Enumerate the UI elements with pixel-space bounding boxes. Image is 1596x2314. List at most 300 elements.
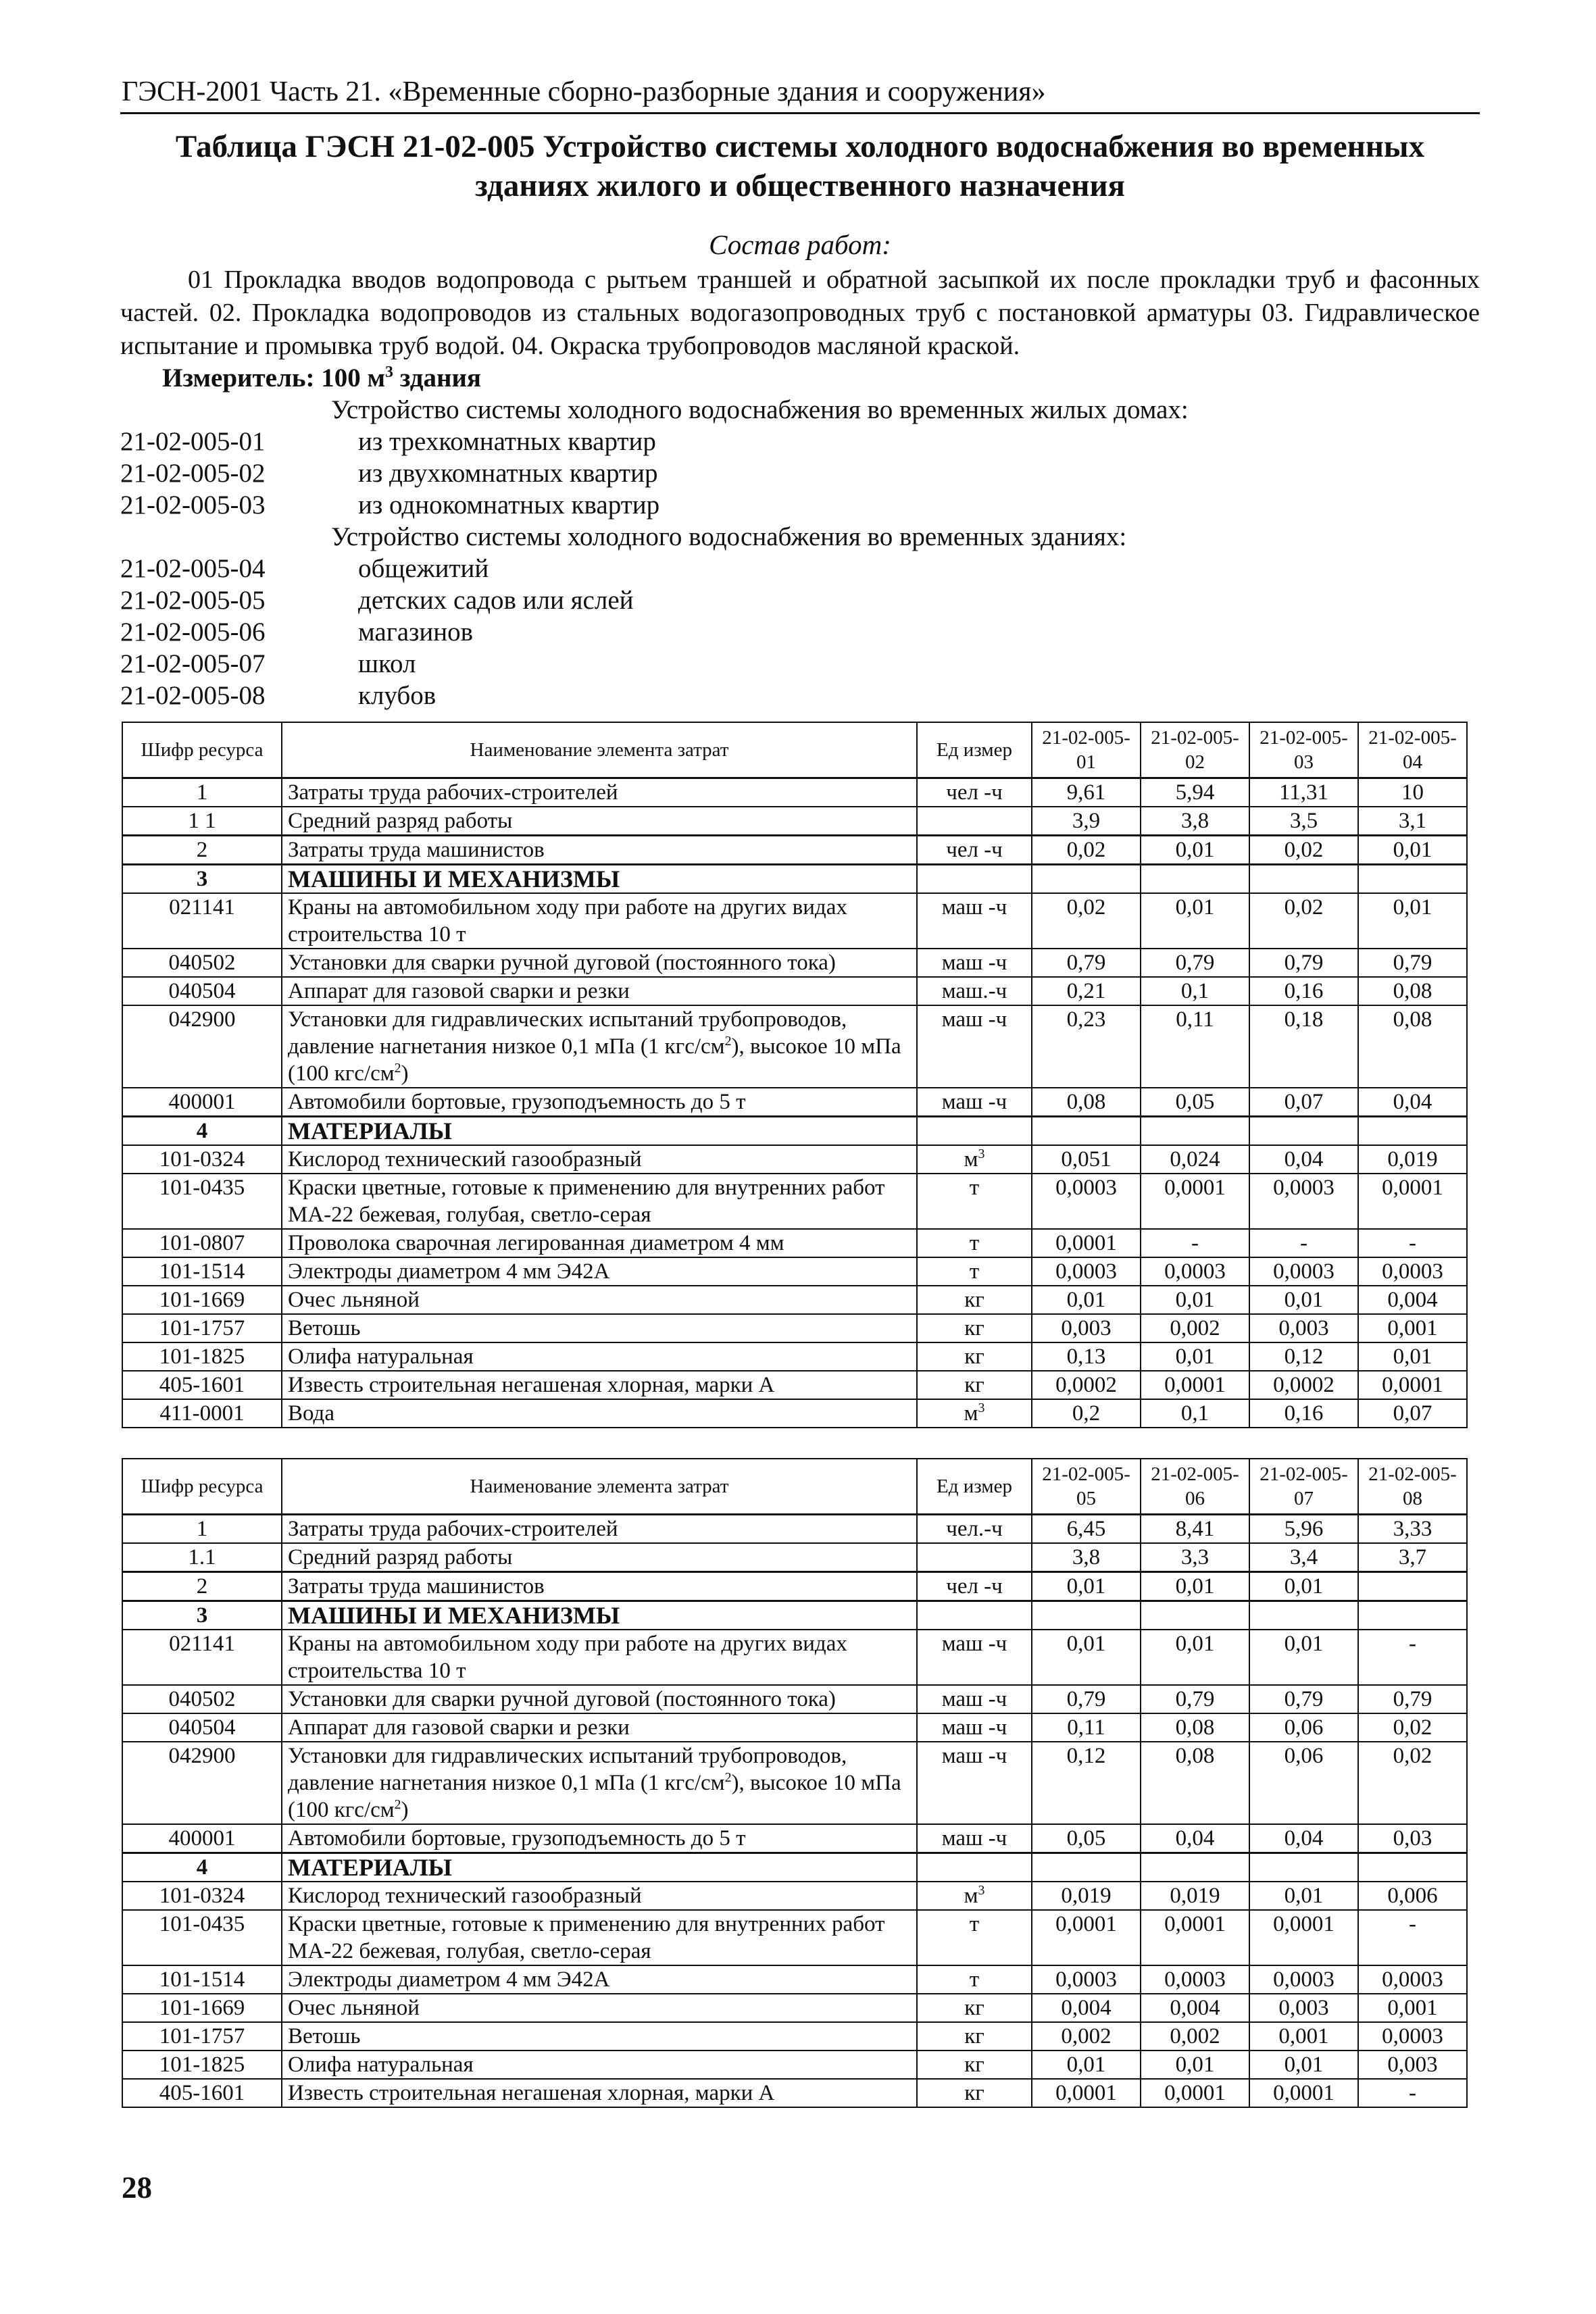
cell-value: 0,79 — [1141, 1685, 1249, 1713]
section-row — [122, 864, 1467, 893]
code-name: клубов — [358, 681, 437, 710]
superscript: 3 — [978, 1882, 985, 1898]
cell-value — [1358, 1571, 1467, 1601]
code-row — [120, 585, 634, 615]
section-code: 3 — [122, 864, 282, 893]
cell-name: Краски цветные, готовые к применению для внутренних работ МА-22 бежевая, голубая, светло-серая — [282, 1910, 917, 1965]
table-row — [122, 1145, 1467, 1174]
superscript: 3 — [978, 1400, 985, 1415]
cell-value: 0,2 — [1032, 1399, 1141, 1428]
code-row — [120, 490, 659, 520]
table-title — [120, 127, 1480, 205]
table-header-row — [122, 1459, 1467, 1514]
cell-unit: маш.-ч — [917, 977, 1032, 1005]
table-row — [122, 1286, 1467, 1314]
cell-unit: маш -ч — [917, 1005, 1032, 1088]
cell-value: 0,12 — [1249, 1342, 1358, 1371]
cell-value: 0,0003 — [1249, 1257, 1358, 1286]
table-row — [122, 1685, 1467, 1713]
cell-value: 0,79 — [1141, 949, 1249, 977]
cell-unit — [917, 807, 1032, 836]
code-row — [120, 649, 416, 679]
cell-value: 5,94 — [1141, 778, 1249, 807]
cell-unit: чел -ч — [917, 835, 1032, 864]
cell-name: Вода — [282, 1399, 917, 1428]
cell-value: 0,003 — [1032, 1314, 1141, 1342]
cell-value: 0,003 — [1249, 1314, 1358, 1342]
table-row — [122, 778, 1467, 807]
cell-code: 2 — [122, 1571, 282, 1601]
cell-value: 0,05 — [1032, 1824, 1141, 1853]
cell-code: 101-0807 — [122, 1229, 282, 1257]
cell-value: 0,0001 — [1249, 2079, 1358, 2107]
cell-value: 3,8 — [1032, 1543, 1141, 1572]
cell-value: 0,006 — [1358, 1882, 1467, 1910]
header-col-3: 21-02-005-07 — [1249, 1459, 1358, 1514]
cell-value: 0,01 — [1141, 1342, 1249, 1371]
cell-unit: кг — [917, 2022, 1032, 2051]
cell-unit: маш -ч — [917, 949, 1032, 977]
cell-value: 0,0001 — [1141, 1371, 1249, 1399]
header-code: Шифр ресурса — [122, 1459, 282, 1514]
table-row — [122, 1399, 1467, 1428]
cell-value: 0,07 — [1249, 1088, 1358, 1117]
cell-name: Очес льняной — [282, 1286, 917, 1314]
section-code: 4 — [122, 1116, 282, 1145]
cell-code: 101-1514 — [122, 1257, 282, 1286]
cell-value: 0,01 — [1249, 1630, 1358, 1685]
cell-code: 101-0324 — [122, 1882, 282, 1910]
cell-name: Аппарат для газовой сварки и резки — [282, 977, 917, 1005]
cell-code: 1 — [122, 778, 282, 807]
cell-value: 3,9 — [1032, 807, 1141, 836]
cell-value: 0,01 — [1249, 1286, 1358, 1314]
cell-unit: чел -ч — [917, 778, 1032, 807]
cell-value: 0,08 — [1032, 1088, 1141, 1117]
cell-value: 0,23 — [1032, 1005, 1141, 1088]
code-name: общежитий — [358, 554, 489, 583]
cell-value: 0,04 — [1141, 1824, 1249, 1853]
cell-value: 0,0003 — [1032, 1257, 1141, 1286]
header-col-1: 21-02-005-01 — [1032, 722, 1141, 778]
subheading-residential: Устройство системы холодного водоснабжения во временных жилых домах: — [331, 395, 1189, 424]
cell-name-part: ), высокое 10 мПа (100 кгс/см — [288, 1770, 901, 1822]
cell-value: - — [1358, 1229, 1467, 1257]
cell-code: 040502 — [122, 1685, 282, 1713]
work-composition-heading: Состав работ: — [709, 229, 891, 260]
cell-name: Олифа натуральная — [282, 2051, 917, 2079]
cell-value: 3,3 — [1141, 1543, 1249, 1572]
cell-value: 0,01 — [1358, 1342, 1467, 1371]
cell-name: Кислород технический газообразный — [282, 1145, 917, 1174]
cell-value: 0,21 — [1032, 977, 1141, 1005]
cell-name: Кислород технический газообразный — [282, 1882, 917, 1910]
code-row — [120, 617, 473, 647]
cell-value: 0,0003 — [1358, 2022, 1467, 2051]
cell-value: - — [1358, 1630, 1467, 1685]
cell-code: 411-0001 — [122, 1399, 282, 1428]
cell-unit: чел -ч — [917, 1571, 1032, 1601]
cell-value: 0,001 — [1358, 1314, 1467, 1342]
cell-code: 021141 — [122, 1630, 282, 1685]
cell-value: 0,0003 — [1358, 1965, 1467, 1994]
cell-value: 0,0003 — [1249, 1174, 1358, 1229]
cell-unit: т — [917, 1257, 1032, 1286]
cell-value: 0,01 — [1141, 835, 1249, 864]
table-row — [122, 1088, 1467, 1117]
cell-name: Установки для сварки ручной дуговой (постоянного тока) — [282, 949, 917, 977]
cell-value: 0,02 — [1249, 835, 1358, 864]
cell-name: Проволока сварочная легированная диаметром 4 мм — [282, 1229, 917, 1257]
cell-name: Аппарат для газовой сварки и резки — [282, 1713, 917, 1742]
meter-value: 100 м — [321, 363, 386, 393]
cell-unit: кг — [917, 1371, 1032, 1399]
code-id: 21-02-005-03 — [120, 491, 266, 520]
cell-value: 0,01 — [1249, 1571, 1358, 1601]
cell-value: 0,01 — [1358, 893, 1467, 949]
cell-code: 042900 — [122, 1742, 282, 1824]
cell-value: 0,004 — [1358, 1286, 1467, 1314]
cell-value: 0,11 — [1141, 1005, 1249, 1088]
cell-value: 0,01 — [1032, 1286, 1141, 1314]
cell-value: 0,004 — [1032, 1994, 1141, 2022]
cell-value: 0,0001 — [1141, 1174, 1249, 1229]
cell-value: 0,1 — [1141, 1399, 1249, 1428]
cell-value: 0,02 — [1032, 893, 1141, 949]
section-row — [122, 1853, 1467, 1882]
cell-value: 0,12 — [1032, 1742, 1141, 1824]
superscript: 2 — [394, 1796, 401, 1812]
cell-unit: т — [917, 1910, 1032, 1965]
cell-unit: кг — [917, 1286, 1032, 1314]
cell-code: 040504 — [122, 1713, 282, 1742]
cell-value: 0,001 — [1358, 1994, 1467, 2022]
code-row — [120, 553, 489, 584]
table-row — [122, 2022, 1467, 2051]
section-title: МАТЕРИАЛЫ — [282, 1116, 917, 1145]
meter-suffix: здания — [399, 363, 482, 393]
running-header: ГЭСН-2001 Часть 21. «Временные сборно-разборные здания и сооружения» — [122, 76, 1046, 107]
unit-text: м — [964, 1401, 978, 1426]
cell-code: 101-1757 — [122, 2022, 282, 2051]
cell-value: 0,01 — [1358, 835, 1467, 864]
table-row — [122, 1314, 1467, 1342]
cell-value: 0,79 — [1358, 949, 1467, 977]
header-name: Наименование элемента затрат — [282, 1459, 917, 1514]
table-row — [122, 1824, 1467, 1853]
cell-name: Электроды диаметром 4 мм Э42А — [282, 1257, 917, 1286]
section-code: 4 — [122, 1853, 282, 1882]
cell-value: 0,04 — [1249, 1824, 1358, 1853]
table-row — [122, 1910, 1467, 1965]
table-row — [122, 1742, 1467, 1824]
cell-value: 0,18 — [1249, 1005, 1358, 1088]
cell-value: 0,019 — [1032, 1882, 1141, 1910]
cell-name: Средний разряд работы — [282, 807, 917, 836]
cell-unit: т — [917, 1965, 1032, 1994]
header-col-2: 21-02-005-02 — [1141, 722, 1249, 778]
table-row — [122, 1229, 1467, 1257]
cell-value: 0,0003 — [1249, 1965, 1358, 1994]
cell-code: 405-1601 — [122, 1371, 282, 1399]
cell-value: 0,01 — [1141, 1286, 1249, 1314]
cell-name: Электроды диаметром 4 мм Э42А — [282, 1965, 917, 1994]
header-col-2: 21-02-005-06 — [1141, 1459, 1249, 1514]
cell-value: 0,002 — [1141, 2022, 1249, 2051]
cell-value: 0,02 — [1249, 893, 1358, 949]
cell-unit: кг — [917, 2079, 1032, 2107]
code-name: из трехкомнатных квартир — [358, 427, 656, 456]
cell-value: 0,08 — [1141, 1713, 1249, 1742]
cell-value: 0,0001 — [1032, 1910, 1141, 1965]
cell-code: 101-1514 — [122, 1965, 282, 1994]
cell-value: 0,79 — [1358, 1685, 1467, 1713]
cell-value: 0,08 — [1358, 1005, 1467, 1088]
section-row — [122, 1601, 1467, 1630]
cell-value: 3,1 — [1358, 807, 1467, 836]
code-name: из однокомнатных квартир — [358, 491, 660, 520]
header-col-1: 21-02-005-05 — [1032, 1459, 1141, 1514]
cell-value: 3,4 — [1249, 1543, 1358, 1572]
code-id: 21-02-005-06 — [120, 618, 266, 647]
cell-name — [282, 1742, 917, 1824]
cell-code: 1 1 — [122, 807, 282, 836]
table-row — [122, 977, 1467, 1005]
section-title: МАШИНЫ И МЕХАНИЗМЫ — [282, 864, 917, 893]
cell-value: 0,06 — [1249, 1742, 1358, 1824]
header-name: Наименование элемента затрат — [282, 722, 917, 778]
cell-value: 0,0003 — [1032, 1965, 1141, 1994]
cell-code: 101-1757 — [122, 1314, 282, 1342]
cell-name: Олифа натуральная — [282, 1342, 917, 1371]
cell-unit: маш -ч — [917, 1742, 1032, 1824]
cell-name: Очес льняной — [282, 1994, 917, 2022]
table-row — [122, 1713, 1467, 1742]
cell-unit — [917, 1399, 1032, 1428]
cell-unit: маш -ч — [917, 1630, 1032, 1685]
cell-value: 0,01 — [1141, 2051, 1249, 2079]
cell-value: 0,01 — [1141, 893, 1249, 949]
cell-unit — [917, 1543, 1032, 1572]
section-title: МАТЕРИАЛЫ — [282, 1853, 917, 1882]
cell-value: 11,31 — [1249, 778, 1358, 807]
subheading-public: Устройство системы холодного водоснабжения во временных зданиях: — [331, 522, 1127, 551]
cell-value: 0,001 — [1249, 2022, 1358, 2051]
cell-value: 0,08 — [1141, 1742, 1249, 1824]
cell-value: 6,45 — [1032, 1514, 1141, 1543]
cell-name: Затраты труда рабочих-строителей — [282, 1514, 917, 1543]
cell-code: 101-1825 — [122, 1342, 282, 1371]
work-composition-text: 01 Прокладка вводов водопровода с рытьем траншей и обратной засыпкой их после прокладки труб и фасонных частей. 02. Прокладка водопроводов из стальных водогазопроводных труб с постановкой арматуры 03. Гидравлическое испытание и промывка труб водой. 04. Окраска трубопроводов масляной краской. — [120, 266, 1480, 360]
cell-value: 9,61 — [1032, 778, 1141, 807]
header-rule — [120, 112, 1480, 114]
cell-unit: чел.-ч — [917, 1514, 1032, 1543]
cell-unit — [917, 1145, 1032, 1174]
code-name: магазинов — [358, 618, 474, 647]
table-row — [122, 835, 1467, 864]
code-name: школ — [358, 649, 416, 678]
cell-code: 1.1 — [122, 1543, 282, 1572]
cell-value: 0,05 — [1141, 1088, 1249, 1117]
cell-name-part: ), высокое 10 мПа (100 кгс/см — [288, 1034, 901, 1086]
table-row — [122, 1630, 1467, 1685]
cell-value: 0,06 — [1249, 1713, 1358, 1742]
cell-code: 101-0435 — [122, 1174, 282, 1229]
table-row — [122, 1257, 1467, 1286]
cell-name: Установки для сварки ручной дуговой (постоянного тока) — [282, 1685, 917, 1713]
header-col-4: 21-02-005-08 — [1358, 1459, 1467, 1514]
cell-code: 101-0324 — [122, 1145, 282, 1174]
superscript: 2 — [394, 1060, 401, 1076]
cell-value: 0,004 — [1141, 1994, 1249, 2022]
code-id: 21-02-005-02 — [120, 459, 266, 488]
cell-name-part: Установки для гидравлических испытаний трубопроводов, давление нагнетания низкое 0,1 мПа (1 кгс/см — [288, 1743, 847, 1795]
cell-value: 0,16 — [1249, 977, 1358, 1005]
cell-unit: кг — [917, 1342, 1032, 1371]
cell-code: 042900 — [122, 1005, 282, 1088]
cell-value: 0,79 — [1249, 949, 1358, 977]
cell-name-part: ) — [401, 1797, 409, 1822]
cell-value: 0,01 — [1032, 2051, 1141, 2079]
header-unit: Ед измер — [917, 1459, 1032, 1514]
cell-name: Затраты труда машинистов — [282, 835, 917, 864]
meter-sup: 3 — [385, 363, 394, 381]
table-row — [122, 1543, 1467, 1572]
cell-value: 8,41 — [1141, 1514, 1249, 1543]
cell-value: 0,0001 — [1358, 1174, 1467, 1229]
cell-value: 0,0001 — [1141, 2079, 1249, 2107]
cell-value: 0,1 — [1141, 977, 1249, 1005]
cell-value: 0,02 — [1032, 835, 1141, 864]
cell-value: 3,7 — [1358, 1543, 1467, 1572]
cell-name: Средний разряд работы — [282, 1543, 917, 1572]
cell-value: 0,0003 — [1358, 1257, 1467, 1286]
cell-value: 0,02 — [1358, 1713, 1467, 1742]
cell-unit: маш -ч — [917, 1713, 1032, 1742]
cell-code: 101-1669 — [122, 1286, 282, 1314]
cell-name: Автомобили бортовые, грузоподъемность до 5 т — [282, 1824, 917, 1853]
cell-value: 0,04 — [1358, 1088, 1467, 1117]
cell-value: - — [1358, 2079, 1467, 2107]
cell-value: 0,01 — [1032, 1571, 1141, 1601]
cell-code: 101-0435 — [122, 1910, 282, 1965]
cell-name: Затраты труда рабочих-строителей — [282, 778, 917, 807]
code-row — [120, 426, 656, 457]
cell-name: Краны на автомобильном ходу при работе на других видах строительства 10 т — [282, 1630, 917, 1685]
cell-value: - — [1141, 1229, 1249, 1257]
cell-value: 0,002 — [1141, 1314, 1249, 1342]
code-id: 21-02-005-08 — [120, 681, 266, 710]
cell-value: 0,79 — [1249, 1685, 1358, 1713]
cell-value: 0,0002 — [1249, 1371, 1358, 1399]
cell-value: 0,11 — [1032, 1713, 1141, 1742]
cell-value: 0,03 — [1358, 1824, 1467, 1853]
table-row — [122, 1371, 1467, 1399]
cell-unit: маш -ч — [917, 1685, 1032, 1713]
cell-unit: маш -ч — [917, 1824, 1032, 1853]
cell-unit: маш -ч — [917, 893, 1032, 949]
resource-table-1 — [122, 722, 1468, 1428]
cell-value: - — [1358, 1910, 1467, 1965]
table-title-line-2: зданиях жилого и общественного назначения — [475, 168, 1125, 203]
cell-value: 0,08 — [1358, 977, 1467, 1005]
cell-value: 0,79 — [1032, 1685, 1141, 1713]
cell-unit: т — [917, 1174, 1032, 1229]
cell-name: Краны на автомобильном ходу при работе на других видах строительства 10 т — [282, 893, 917, 949]
section-code: 3 — [122, 1601, 282, 1630]
cell-value: 0,051 — [1032, 1145, 1141, 1174]
cell-code: 040502 — [122, 949, 282, 977]
table-row — [122, 1994, 1467, 2022]
cell-name: Известь строительная негашеная хлорная, марки А — [282, 2079, 917, 2107]
superscript: 2 — [724, 1769, 732, 1785]
unit-text: м — [964, 1883, 978, 1908]
table-row — [122, 1174, 1467, 1229]
cell-value: 0,003 — [1358, 2051, 1467, 2079]
table-row — [122, 2079, 1467, 2107]
cell-name — [282, 1005, 917, 1088]
code-row — [120, 680, 436, 711]
cell-unit: кг — [917, 1314, 1032, 1342]
table-row — [122, 1882, 1467, 1910]
cell-value: - — [1249, 1229, 1358, 1257]
cell-value: 0,019 — [1358, 1145, 1467, 1174]
code-id: 21-02-005-01 — [120, 427, 266, 456]
cell-unit: т — [917, 1229, 1032, 1257]
cell-value: 0,0003 — [1032, 1174, 1141, 1229]
cell-value: 0,0001 — [1358, 1371, 1467, 1399]
cell-code: 2 — [122, 835, 282, 864]
table-row — [122, 893, 1467, 949]
cell-value: 0,019 — [1141, 1882, 1249, 1910]
cell-value: 0,01 — [1141, 1571, 1249, 1601]
superscript: 2 — [724, 1033, 732, 1049]
resource-table-2 — [122, 1458, 1468, 2108]
cell-value: 0,04 — [1249, 1145, 1358, 1174]
cell-value: 0,0001 — [1032, 1229, 1141, 1257]
section-row — [122, 1116, 1467, 1145]
cell-value: 0,003 — [1249, 1994, 1358, 2022]
cell-name-part: Установки для гидравлических испытаний трубопроводов, давление нагнетания низкое 0,1 мПа (1 кгс/см — [288, 1007, 847, 1059]
cell-value: 0,01 — [1249, 2051, 1358, 2079]
meter-label: Измеритель: — [162, 363, 315, 393]
cell-value: 10 — [1358, 778, 1467, 807]
cell-value: 3,33 — [1358, 1514, 1467, 1543]
cell-value: 0,0001 — [1249, 1910, 1358, 1965]
section-title: МАШИНЫ И МЕХАНИЗМЫ — [282, 1601, 917, 1630]
cell-value: 3,5 — [1249, 807, 1358, 836]
cell-value: 0,02 — [1358, 1742, 1467, 1824]
cell-name: Известь строительная негашеная хлорная, марки А — [282, 1371, 917, 1399]
cell-name: Автомобили бортовые, грузоподъемность до 5 т — [282, 1088, 917, 1117]
code-name: детских садов или яслей — [358, 586, 634, 615]
cell-name: Затраты труда машинистов — [282, 1571, 917, 1601]
cell-value: 0,0001 — [1032, 2079, 1141, 2107]
cell-value: 0,07 — [1358, 1399, 1467, 1428]
table-row — [122, 949, 1467, 977]
cell-value: 0,79 — [1032, 949, 1141, 977]
cell-code: 400001 — [122, 1088, 282, 1117]
header-code: Шифр ресурса — [122, 722, 282, 778]
table-header-row — [122, 722, 1467, 778]
code-name: из двухкомнатных квартир — [358, 459, 658, 488]
table-row — [122, 1514, 1467, 1543]
cell-code: 405-1601 — [122, 2079, 282, 2107]
header-col-3: 21-02-005-03 — [1249, 722, 1358, 778]
header-unit: Ед измер — [917, 722, 1032, 778]
header-col-4: 21-02-005-04 — [1358, 722, 1467, 778]
code-row — [120, 458, 657, 488]
